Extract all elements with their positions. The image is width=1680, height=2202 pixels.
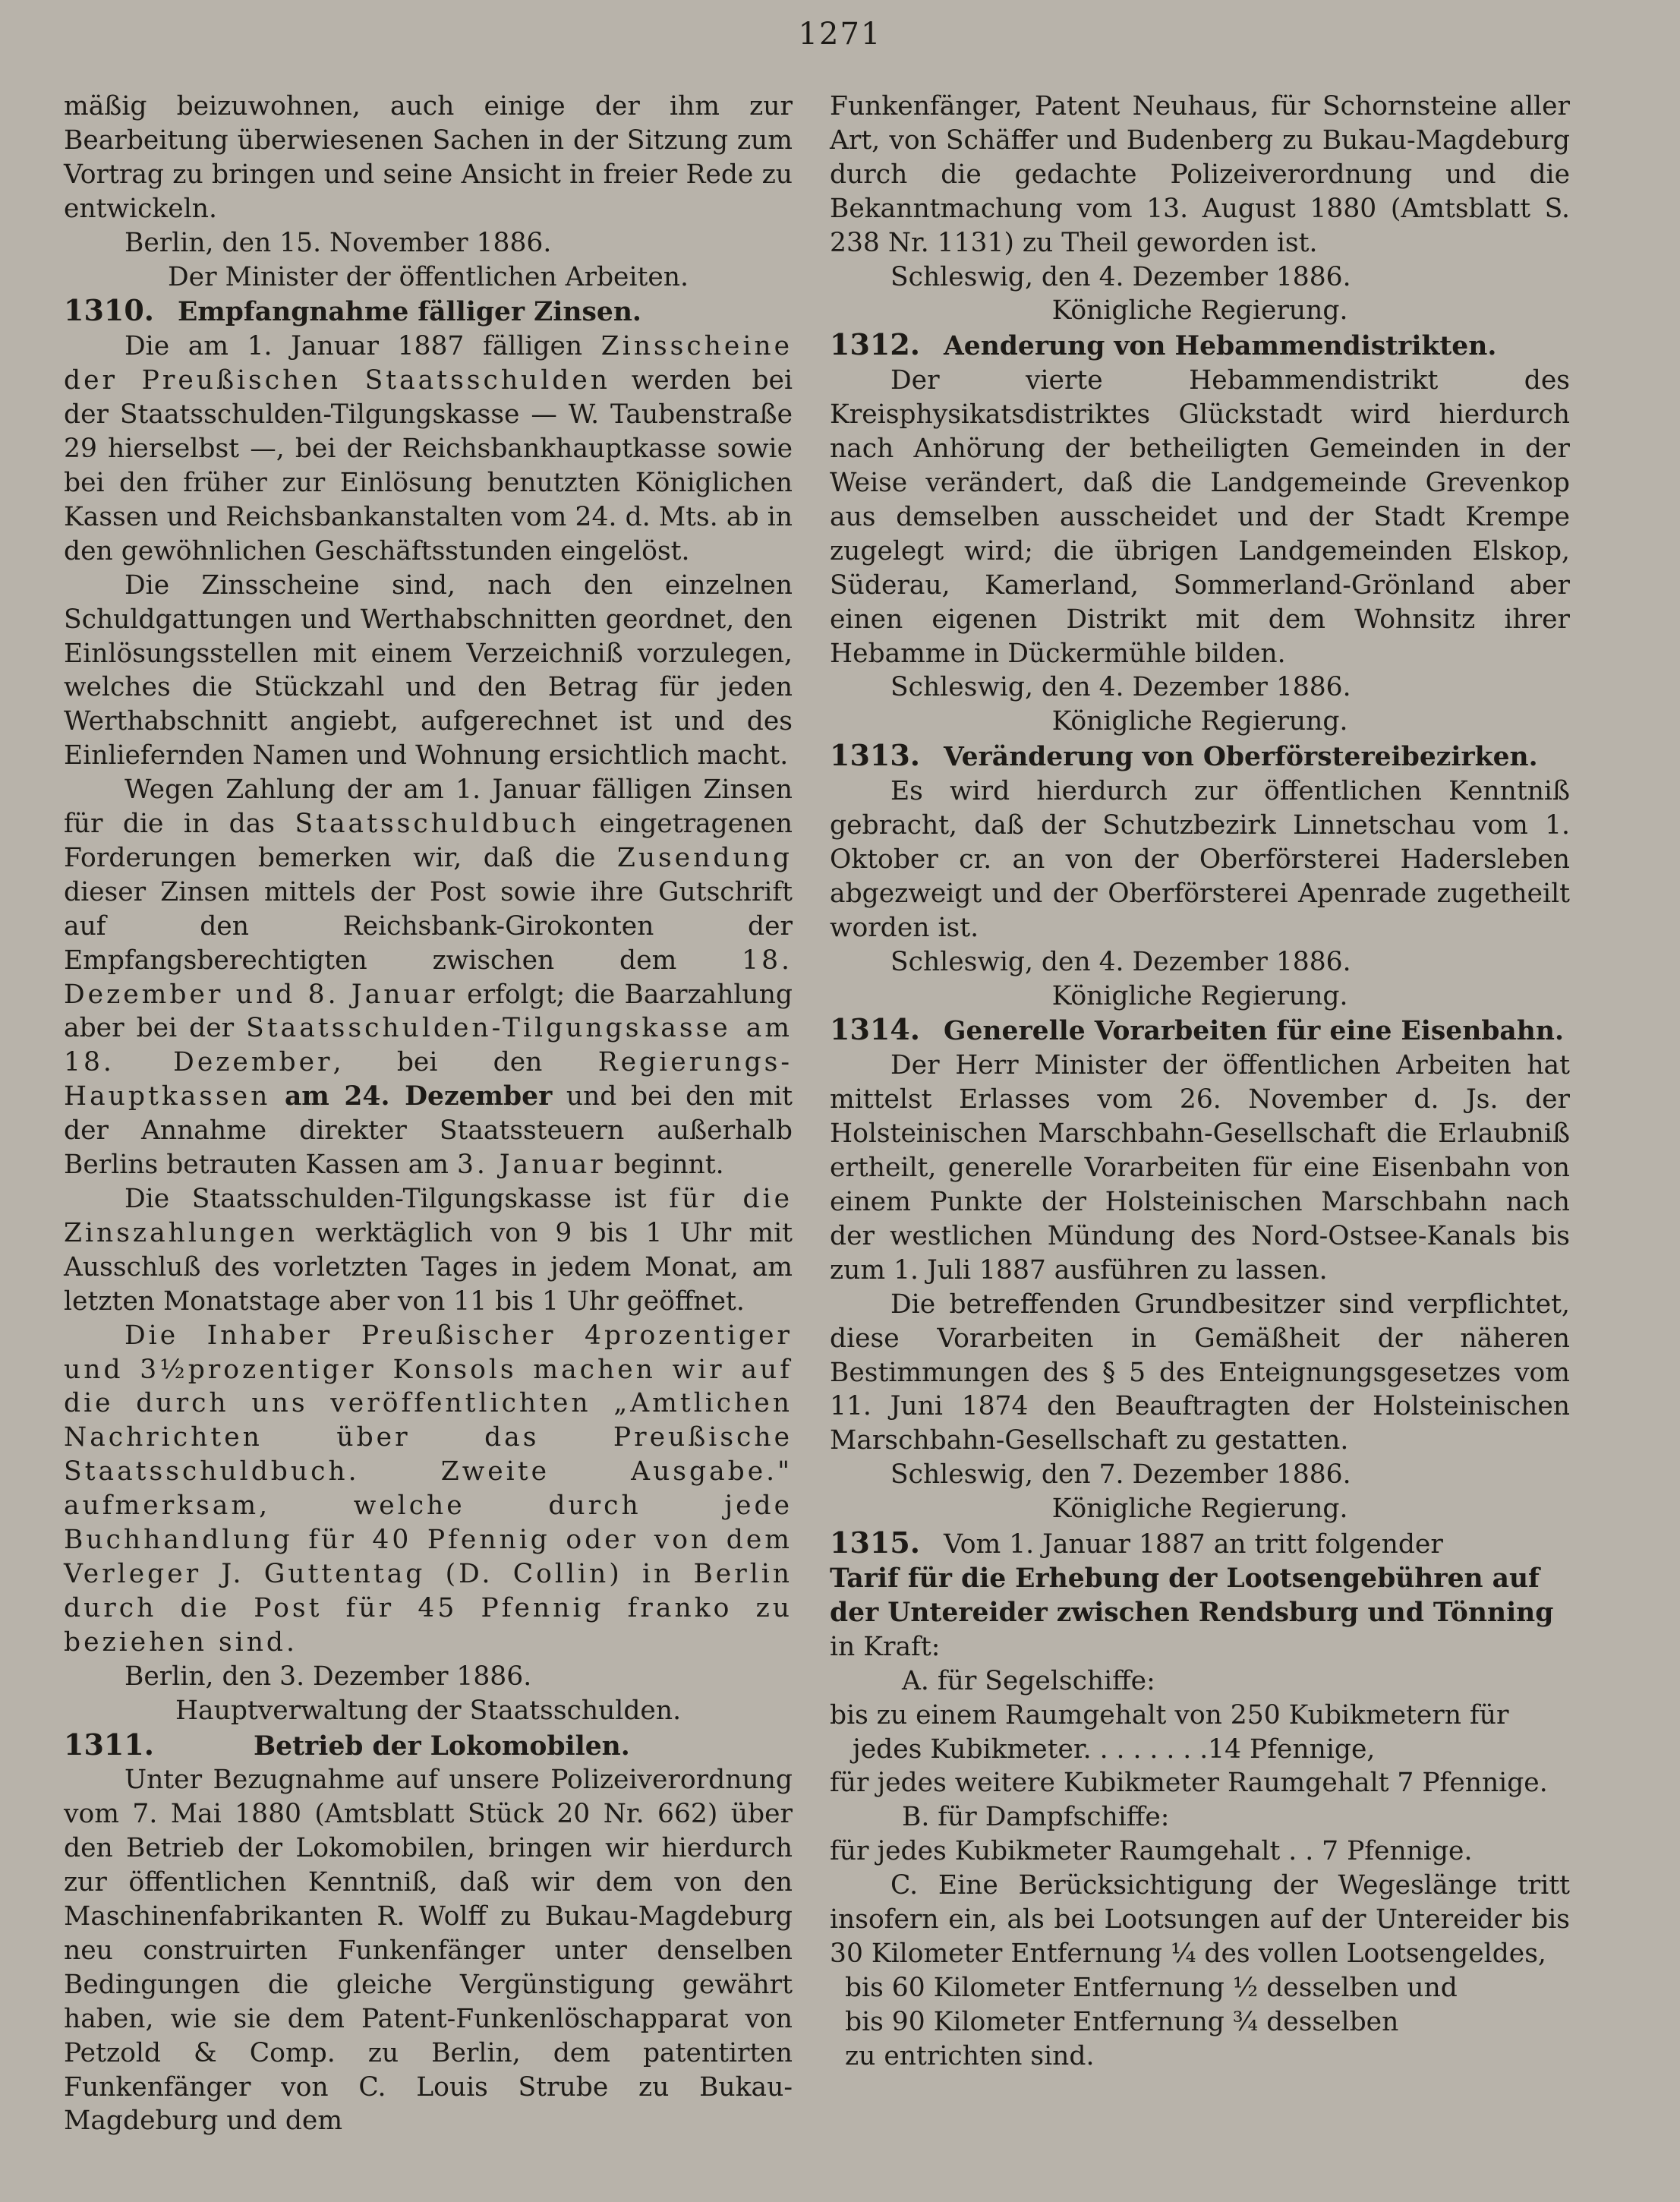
- section-1310-title: Empfangnahme fälliger Zinsen.: [178, 297, 641, 328]
- tariff-c-line-3: zu entrichten sind.: [845, 2040, 1095, 2071]
- section-1313-number: 1313.: [830, 738, 920, 773]
- section-1315-number: 1315.: [830, 1525, 920, 1560]
- section-1310-paragraph-4: Die Staatsschulden-Tilgungskasse ist für die Zinszahlungen werktäglich von 9 bis 1 Uhr mit Ausschluß des vorletzten Tages in jedem Monat, am letzten Monatstage aber von 11 bis 1 Uhr geöffnet.: [64, 1184, 793, 1317]
- intro-signature: Der Minister der öffentlichen Arbeiten.: [168, 261, 689, 292]
- section-1313-paragraph-1: Es wird hierdurch zur öffentlichen Kenntniß gebracht, daß der Schutzbezirk Linnetschau vom 1. Oktober cr. an von der Oberförsterei Hadersleben abgezweigt und der Oberförsterei Apenrade zugetheilt worden ist.: [830, 776, 1570, 943]
- tariff-a-heading: A. für Segelschiffe:: [902, 1665, 1155, 1696]
- continued-paragraph: Funkenfänger, Patent Neuhaus, für Schornsteine aller Art, von Schäffer und Budenberg zu Bukau-Magdeburg durch die gedachte Polizeiverordnung und die Bekanntmachung vom 13. August 1880 (Amtsblatt S. 238 Nr. 1131) zu Theil geworden ist.: [830, 91, 1570, 258]
- tariff-b-heading: B. für Dampfschiffe:: [902, 1802, 1170, 1833]
- section-1314-signature: Königliche Regierung.: [1051, 1494, 1348, 1525]
- section-1310-paragraph-2: Die Zinsscheine sind, nach den einzelnen Schuldgattungen und Werthabschnitten geordnet, den Einlösungsstellen mit einem Verzeichniß vorzulegen, welches die Stückzahl und den Betrag für jeden Werthabschnitt angiebt, aufgerechnet ist und des Einliefernden Namen und Wohnung ersichtlich macht.: [64, 569, 793, 771]
- section-1310-paragraph-1: Die am 1. Januar 1887 fälligen Zinsscheine der Preußischen Staatsschulden werden bei der Staatsschulden-Tilgungskasse — W. Taubenstraße 29 hierselbst —, bei der Reichsbankhauptkasse sowie bei den früher zur Einlösung benutzten Königlichen Kassen und Reichsbankanstalten vom 24. d. Mts. ab in den gewöhnlichen Geschäftsstunden eingelöst.: [64, 331, 793, 566]
- tariff-a-line-2: jedes Kubikmeter. . . . . . . .14 Pfennige,: [853, 1734, 1376, 1765]
- tariff-b-line-1: für jedes Kubikmeter Raumgehalt . . 7 Pfennige.: [830, 1836, 1473, 1867]
- section-1315-heading: [830, 1526, 1570, 1562]
- section-1314-heading: [830, 1013, 1570, 1049]
- section-1314-title: Generelle Vorarbeiten für eine Eisenbahn.: [944, 1016, 1564, 1047]
- section-1311-heading: [64, 1728, 793, 1764]
- section-1314-paragraph-1: Der Herr Minister der öffentlichen Arbeiten hat mittelst Erlasses vom 26. November d. Js. der Holsteinischen Marschbahn-Gesellschaft die Erlaubniß ertheilt, generelle Vorarbeiten für eine Eisenbahn von einem Punkte der Holsteinischen Marschbahn nach der westlichen Mündung des Nord-Ostsee-Kanals bis zum 1. Juli 1887 ausführen zu lassen.: [830, 1050, 1570, 1286]
- section-1310-paragraph-3: Wegen Zahlung der am 1. Januar fälligen Zinsen für die in das Staatsschuldbuch eingetragenen Forderungen bemerken wir, daß die Zusendung dieser Zinsen mittels der Post sowie ihre Gutschrift auf den Reichsbank-Girokonten der Empfangsberechtigten zwischen dem 18. Dezember und 8. Januar erfolgt; die Baarzahlung aber bei der Staatsschulden-Tilgungskasse am 18. Dezember, bei den Regierungs-Hauptkassen am 24. Dezember und bei den mit der Annahme direkter Staatssteuern außerhalb Berlins betrauten Kassen am 3. Januar beginnt.: [64, 774, 793, 1181]
- section-1312-heading: [830, 328, 1570, 364]
- section-1310-paragraph-5: Die Inhaber Preußischer 4prozentiger und 3½prozentiger Konsols machen wir auf die durch uns veröffentlichten „Amtlichen Nachrichten über das Preußische Staatsschuldbuch. Zweite Ausgabe." aufmerksam, welche durch jede Buchhandlung für 40 Pfennig oder von dem Verleger J. Guttentag (D. Collin) in Berlin durch die Post für 45 Pfennig franko zu beziehen sind.: [64, 1320, 793, 1658]
- section-1312-signature: Königliche Regierung.: [1051, 706, 1348, 737]
- section-1312-paragraph-1: Der vierte Hebammendistrikt des Kreisphysikatsdistriktes Glückstadt wird hierdurch nach Anhörung der betheiligten Gemeinden in der Weise verändert, daß die Landgemeinde Grevenkop aus demselben ausscheidet und der Stadt Krempe zugelegt wird; die übrigen Landgemeinden Elskop, Süderau, Kamerland, Sommerland-Grönland aber einen eigenen Distrikt mit dem Wohnsitz ihrer Hebamme in Dückermühle bilden.: [830, 365, 1570, 669]
- section-1311-title: Betrieb der Lokomobilen.: [254, 1730, 630, 1762]
- tariff-c-line-1: bis 60 Kilometer Entfernung ½ desselben und: [845, 1972, 1458, 2003]
- section-1310-place-date: Berlin, den 3. Dezember 1886.: [125, 1661, 532, 1692]
- section-1313-title: Veränderung von Oberförstereibezirken.: [944, 742, 1538, 773]
- left-column: [64, 90, 793, 2138]
- section-1312-title: Aenderung von Hebammendistrikten.: [944, 331, 1497, 362]
- section-1313-signature: Königliche Regierung.: [1051, 980, 1348, 1011]
- section-1310-signature: Hauptverwaltung der Staatsschulden.: [175, 1695, 682, 1726]
- section-1313-heading: [830, 739, 1570, 774]
- tariff-a-line-3: für jedes weitere Kubikmeter Raumgehalt 7 Pfennige.: [830, 1768, 1548, 1799]
- section-1311-paragraph-1: Unter Bezugnahme auf unsere Polizeiverordnung vom 7. Mai 1880 (Amtsblatt Stück 20 Nr. 662) über den Betrieb der Lokomobilen, bringen wir hierdurch zur öffentlichen Kenntniß, daß wir dem von den Maschinenfabrikanten R. Wolff zu Bukau-Magdeburg neu construirten Funkenfänger unter denselben Bedingungen die gleiche Vergünstigung gewährt haben, wie sie dem Patent-Funkenlöschapparat von Petzold & Comp. zu Berlin, dem patentirten Funkenfänger von C. Louis Strube zu Bukau-Magdeburg und dem: [64, 1765, 793, 2137]
- page-number: 1271: [798, 17, 882, 52]
- section-1313-place-date: Schleswig, den 4. Dezember 1886.: [890, 946, 1351, 977]
- intro-paragraph: mäßig beizuwohnen, auch einige der ihm zur Bearbeitung überwiesenen Sachen in der Sitzung zum Vortrag zu bringen und seine Ansicht in freier Rede zu entwickeln.: [64, 91, 793, 224]
- tariff-a-line-1: bis zu einem Raumgehalt von 250 Kubikmetern für: [830, 1699, 1509, 1730]
- section-1311-number: 1311.: [64, 1727, 154, 1762]
- intro-place-date: Berlin, den 15. November 1886.: [125, 227, 552, 258]
- section-1315-after-title: in Kraft:: [830, 1631, 941, 1662]
- section-1310-number: 1310.: [64, 293, 154, 328]
- section-1310-heading: [64, 294, 793, 330]
- section-1314-number: 1314.: [830, 1012, 920, 1047]
- tariff-c-paragraph: C. Eine Berücksichtigung der Wegeslänge tritt insofern ein, als bei Lootsungen auf der Untereider bis 30 Kilometer Entfernung ¼ des vollen Lootsengeldes,: [830, 1870, 1570, 1969]
- continued-signature: Königliche Regierung.: [1051, 295, 1348, 327]
- right-column: [830, 90, 1570, 2074]
- section-1315-title: Tarif für die Erhebung der Lootsengebühren auf der Untereider zwischen Rendsburg und Tönning: [830, 1563, 1554, 1628]
- tariff-c-line-2: bis 90 Kilometer Entfernung ¾ desselben: [845, 2006, 1399, 2037]
- section-1314-paragraph-2: Die betreffenden Grundbesitzer sind verpflichtet, diese Vorarbeiten in Gemäßheit der näheren Bestimmungen des § 5 des Enteignungsgesetzes vom 11. Juni 1874 den Beauftragten der Holsteinischen Marschbahn-Gesellschaft zu gestatten.: [830, 1289, 1570, 1456]
- section-1312-number: 1312.: [830, 327, 920, 362]
- section-1314-place-date: Schleswig, den 7. Dezember 1886.: [890, 1459, 1351, 1491]
- continued-place-date: Schleswig, den 4. Dezember 1886.: [890, 261, 1351, 292]
- section-1312-place-date: Schleswig, den 4. Dezember 1886.: [890, 672, 1351, 703]
- section-1315-lead: Vom 1. Januar 1887 an tritt folgender: [944, 1529, 1443, 1560]
- pilot-fee-tariff: [830, 1664, 1570, 2074]
